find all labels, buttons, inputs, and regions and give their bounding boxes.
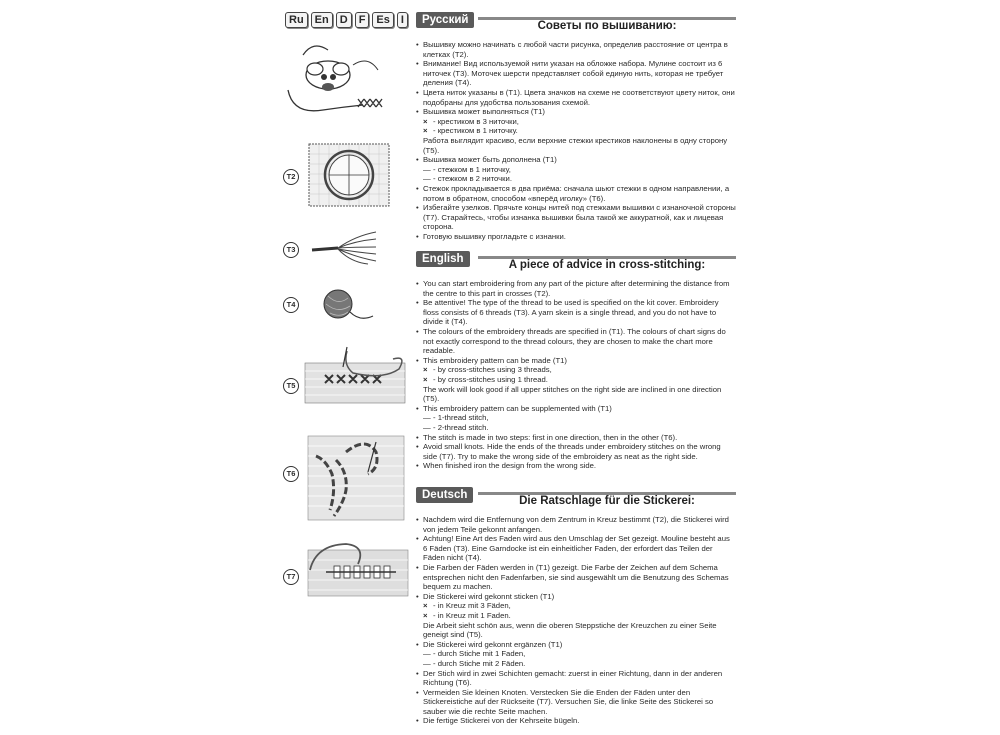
tip-item: • Die Farben der Fäden werden in (T1) gezeigt. Die Farbe der Zeichen auf dem Schema entsprechen nicht den Fadenfarben, sie sind ausgewählt um die Benutzung des Schemas bequem zu machen. <box>416 563 736 592</box>
tip-subitem: × - by cross-stitches using 1 thread. <box>423 374 548 384</box>
tip-item: • The colours of the embroidery threads are specified in (T1). The colours of chart signs do not exactly correspond to the thread colours, they are chosen to make the chart more readable. <box>416 327 736 356</box>
tip-subitem: × - крестиком в 1 ниточку. <box>423 126 518 136</box>
tip-subitem: × - крестиком в 3 ниточки, <box>423 116 519 126</box>
tip-item: • Achtung! Eine Art des Faden wird aus den Umschlag der Set gezeigt. Mouline besteht aus 6 Fäden (T3). Eine Garndocke ist ein einheitlicher Faden, der erfordert das Teilen der Fäden nicht (T4). <box>416 534 736 563</box>
tip-subitem: — - 2-thread stitch. <box>423 422 489 432</box>
tip-item: • This embroidery pattern can be made (T1) <box>416 356 736 366</box>
tip-item: • Avoid small knots. Hide the ends of the threads under embroidery stitches on the wrong side (T7). Try to make the wrong side of the embroidery as neat as the right side. <box>416 442 736 461</box>
line-icon: — <box>423 174 431 184</box>
lang-tab-de[interactable]: D <box>336 12 352 28</box>
floss-threads-illustration <box>310 228 380 266</box>
label-t2: T2 <box>283 169 299 185</box>
tip-item: • Die Stickerei wird gekonnt ergänzen (T1) <box>416 640 736 650</box>
section-body-english <box>416 279 736 471</box>
section-english <box>416 251 736 471</box>
section-tab-english: English <box>416 251 470 267</box>
running-stitch-illustration <box>306 432 406 522</box>
tip-item: • Die Stickerei wird gekonnt sticken (T1) <box>416 592 736 602</box>
tip-item: • Цвета ниток указаны в (T1). Цвета значков на схеме не соответствуют цвету ниток, они подобраны для удобства пользования схемой. <box>416 88 736 107</box>
lang-tab-ru[interactable]: Ru <box>285 12 308 28</box>
mouse-stitching-illustration <box>283 35 393 125</box>
label-t5: T5 <box>283 378 299 394</box>
cross-icon: × <box>423 126 428 136</box>
tip-subitem: — - durch Stiche mit 1 Faden, <box>423 649 526 659</box>
section-body-deutsch <box>416 515 736 726</box>
tip-note: Работа выглядит красиво, если верхние стежки крестиков наклонены в одну сторону (T5). <box>423 135 728 155</box>
line-icon: — <box>423 413 431 423</box>
tip-item: • This embroidery pattern can be supplemented with (T1) <box>416 404 736 414</box>
tip-subitem: × - in Kreuz mit 3 Fäden, <box>423 601 511 611</box>
tip-item: • Vermeiden Sie kleinen Knoten. Verstecken Sie die Enden der Fäden unter den Stickereistiche auf der Rückseite (T7). Versuchen Sie, die linke Seite des Stickerei so sauber wie die rechte Seite machen. <box>416 688 736 717</box>
line-icon: — <box>423 164 431 174</box>
tip-item: • Вышивка может выполняться (T1) <box>416 107 736 117</box>
section-russian <box>416 12 736 241</box>
tip-subitem: — - стежком в 2 ниточки. <box>423 174 512 184</box>
label-t7: T7 <box>283 569 299 585</box>
tip-subitem: × - in Kreuz mit 1 Faden. <box>423 610 511 620</box>
lang-tab-es[interactable]: Es <box>372 12 393 28</box>
label-t4: T4 <box>283 297 299 313</box>
tip-item: • Be attentive! The type of the thread to be used is specified on the kit cover. Embroidery floss consists of 6 threads (T3). A yarn skein is a single thread, and you do not have to divide it (T4). <box>416 298 736 327</box>
yarn-ball-illustration <box>318 288 378 324</box>
section-body-russian <box>416 40 736 241</box>
tip-item: • Вышивку можно начинать с любой части рисунка, определив расстояние от центра в клетках (T2). <box>416 40 736 59</box>
section-tab-deutsch: Deutsch <box>416 487 473 503</box>
tip-item: • Избегайте узелков. Прячьте концы нитей под стежками вышивки с изнаночной стороны (T7). Старайтесь, чтобы изнанка вышивки была такой же аккуратной, как и лицевая сторона. <box>416 203 736 232</box>
tip-subitem: — - стежком в 1 ниточку, <box>423 164 511 174</box>
label-t6: T6 <box>283 466 299 482</box>
cross-icon: × <box>423 610 428 620</box>
line-icon: — <box>423 422 431 432</box>
wrong-side-illustration <box>306 540 410 600</box>
cross-stitch-illustration <box>303 345 407 405</box>
section-title-russian: Советы по вышиванию: <box>537 20 677 32</box>
line-icon: — <box>423 658 431 668</box>
lang-tab-fr[interactable]: F <box>355 12 370 28</box>
tip-item: • Nachdem wird die Entfernung von dem Zentrum in Kreuz bestimmt (T2), die Stickerei wird von jedem Teile gekonnt anfangen. <box>416 515 736 534</box>
tip-item: • Die fertige Stickerei von der Kehrseite bügeln. <box>416 716 736 726</box>
tip-item: • Der Stich wird in zwei Schichten gemacht: zuerst in einer Richtung, dann in der anderen Richtung (T6). <box>416 669 736 688</box>
cross-icon: × <box>423 365 428 375</box>
label-t3: T3 <box>283 242 299 258</box>
language-tabs <box>285 12 408 28</box>
line-icon: — <box>423 649 431 659</box>
cross-icon: × <box>423 601 428 611</box>
tip-note: The work will look good if all upper stitches on the right side are inclined in one direction (T5). <box>423 384 722 404</box>
cross-icon: × <box>423 374 428 384</box>
lang-tab-it[interactable]: I <box>397 12 408 28</box>
tip-item: • Внимание! Вид используемой нити указан на обложке набора. Мулине состоит из 6 ниточек (T3). Моточек шерсти представляет собой единую нить, которая не требует деления (T4). <box>416 59 736 88</box>
tip-note: Die Arbeit sieht schön aus, wenn die oberen Steppstiche der Kreuzchen zu einer Seite geneigt sind (T5). <box>423 620 717 640</box>
embroidery-hoop-illustration <box>307 140 391 210</box>
section-title-deutsch: Die Ratschlage für die Stickerei: <box>519 495 695 507</box>
tip-item: • The stitch is made in two steps: first in one direction, then in the other (T6). <box>416 433 736 443</box>
tip-item: • You can start embroidering from any part of the picture after determining the distance from the centre to this part in crosses (T2). <box>416 279 736 298</box>
tip-subitem: — - durch Stiche mit 2 Fäden. <box>423 658 526 668</box>
tip-item: • When finished iron the design from the wrong side. <box>416 461 736 471</box>
lang-tab-en[interactable]: En <box>311 12 333 28</box>
section-title-english: A piece of advice in cross-stitching: <box>508 259 706 271</box>
section-deutsch <box>416 487 736 726</box>
tip-subitem: — - 1-thread stitch, <box>423 413 489 423</box>
section-tab-russian: Русский <box>416 12 474 28</box>
tip-item: • Готовую вышивку прогладьте с изнанки. <box>416 232 736 242</box>
tip-item: • Вышивка может быть дополнена (T1) <box>416 155 736 165</box>
tip-subitem: × - by cross-stitches using 3 threads, <box>423 365 552 375</box>
cross-icon: × <box>423 116 428 126</box>
tip-item: • Стежок прокладывается в два приёма: сначала шьют стежки в одном направлении, а потом в обратном, способом «вперёд иголку» (T6). <box>416 184 736 203</box>
